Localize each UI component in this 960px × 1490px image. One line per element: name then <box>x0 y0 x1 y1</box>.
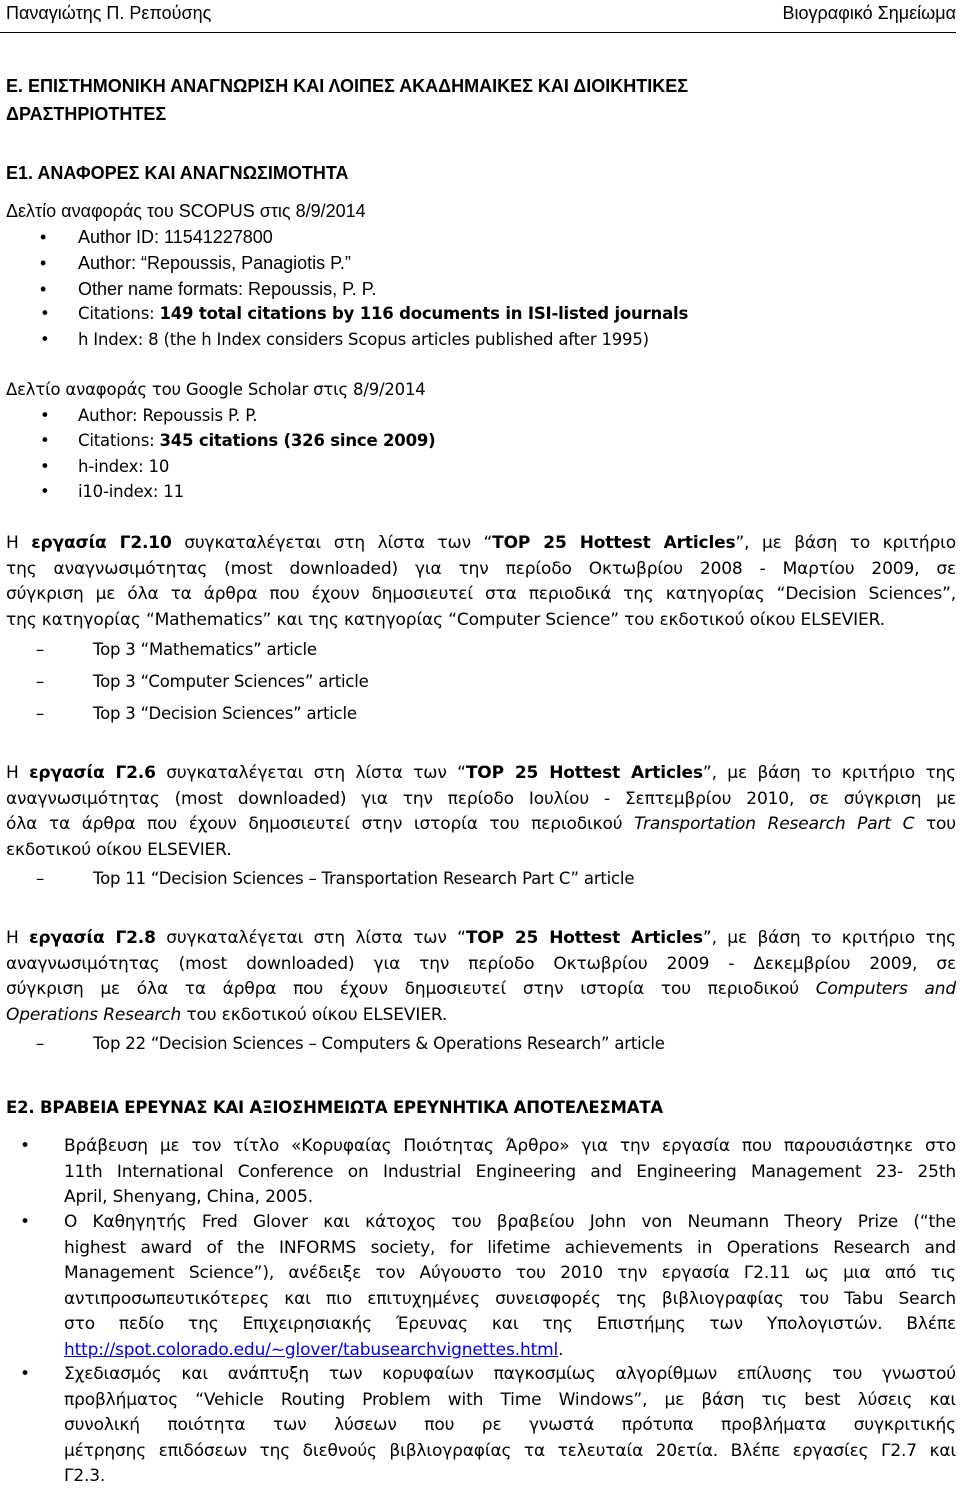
header-doc-type: Βιογραφικό Σημείωμα <box>782 3 956 23</box>
paragraph-line: της κατηγορίας “Mathematics” και της κατηγορίας “Computer Science” του εκδοτικού οίκου ELSEVIER. <box>6 609 885 630</box>
paragraph-line: Σχεδιασμός και ανάπτυξη των κορυφαίων παγκοσμίως αλγορίθμων επίλυσης του γνωστού <box>64 1364 956 1384</box>
list-item <box>40 279 377 300</box>
dash-icon: – <box>36 672 45 691</box>
paragraph-line <box>6 531 956 557</box>
journal-name: Operations Research <box>6 1004 182 1025</box>
text-run: Η <box>6 928 30 948</box>
paper-ref: εργασία Γ2.8 <box>29 928 156 948</box>
scopus-citations-value: 149 total citations by 116 documents in ISI-listed journals <box>159 304 689 323</box>
list-item <box>40 457 170 476</box>
paragraph-line: αντιπροσωπευτικότερες και πιο επιτυχημένες συνεισφορές της βιβλιογραφίας του Tabu Search <box>64 1288 956 1309</box>
ranking-item: Top 22 “Decision Sciences – Computers & Operations Research” article <box>93 1034 665 1053</box>
paragraph-line: προβλήματος “Vehicle Routing Problem with Time Windows”, με βάση τις best λύσεις και <box>64 1389 956 1410</box>
scopus-name-formats: Other name formats: Repoussis, P. P. <box>78 279 377 299</box>
bullet-icon: • <box>40 279 47 299</box>
text-run: όλα τα άρθρα που έχουν δημοσιευτεί στην ιστορία του περιοδικού <box>6 814 635 834</box>
hottest-articles-label: TOP 25 Hottest Articles <box>465 928 703 948</box>
dash-icon: – <box>36 704 45 723</box>
paragraph-line <box>6 977 956 1003</box>
bullet-icon: • <box>40 431 50 450</box>
text-run: . <box>558 1339 564 1360</box>
paragraph-line: μέτρησης επιδόσεων της διεθνούς βιβλιογραφίας τα τελευταία 20ετία. Βλέπε εργασίες Γ2.7 και <box>64 1440 956 1461</box>
text-run: σύγκριση με όλα τα άρθρα που έχουν δημοσιευτεί στην ιστορία του περιοδικού <box>6 979 816 999</box>
dash-icon: – <box>36 1034 45 1053</box>
bullet-icon: • <box>40 457 50 476</box>
text-run: ”, με βάση το κριτήριο της <box>702 928 957 948</box>
list-item <box>40 406 258 425</box>
paragraph-line <box>6 1003 956 1029</box>
text-run: συγκαταλέγεται στη λίστα των “ <box>155 928 466 948</box>
scholar-citations-prefix: Citations: <box>78 431 160 450</box>
scopus-author: Author: “Repoussis, Panagiotis P.” <box>78 253 351 273</box>
scholar-author: Author: Repoussis P. P. <box>78 406 258 425</box>
ranking-item: Top 3 “Mathematics” article <box>93 640 317 659</box>
paragraph-line: συνολική ποιότητα των λύσεων που ρε γνωστά πρότυπα προβλήματα συγκριτικής <box>64 1415 956 1435</box>
text-run: συγκαταλέγεται στη λίστα των “ <box>171 533 493 553</box>
journal-name: Computers and <box>815 979 956 999</box>
list-item <box>40 482 184 501</box>
award-item <box>20 1362 956 1490</box>
header-author: Παναγιώτης Π. Ρεπούσης <box>6 3 212 23</box>
ranking-item: Top 3 “Computer Sciences” article <box>93 672 369 691</box>
list-item <box>40 304 689 323</box>
paragraph-line: της αναγνωσιμότητας (most downloaded) για την περίοδο Οκτωβρίου 2008 - Μαρτίου 2009, σε <box>6 558 956 579</box>
bullet-icon: • <box>40 330 50 349</box>
text-run: ”, με βάση το κριτήριο της <box>702 763 957 783</box>
scopus-hindex: h Index: 8 (the h Index considers Scopus articles published after 1995) <box>78 330 649 349</box>
dash-icon: – <box>36 640 45 659</box>
dash-icon: – <box>36 869 45 888</box>
journal-name: Transportation Research Part C <box>634 814 915 834</box>
paragraph-line: αναγνωσιμότητας (most downloaded) για την περίοδο Οκτωβρίου 2009 - Δεκεμβρίου 2009, σε <box>6 953 956 974</box>
paragraph-line <box>6 926 956 952</box>
text-run: του <box>914 814 956 834</box>
scholar-hindex: h-index: 10 <box>78 457 170 476</box>
ranking-item: Top 11 “Decision Sciences – Transportation Research Part C” article <box>93 869 635 888</box>
paragraph-line: April, Shenyang, China, 2005. <box>64 1187 313 1207</box>
award-item <box>20 1210 956 1363</box>
paragraph-g2-6 <box>6 761 956 863</box>
ranking-item: Top 3 “Decision Sciences” article <box>93 704 357 723</box>
bullet-icon: • <box>40 406 50 425</box>
text-run: ”, με βάση το κριτήριο <box>735 533 956 553</box>
header-divider <box>0 32 956 33</box>
paragraph-line: Management Science”), ανέδειξε τον Αύγουστο του 2010 την εργασία Γ2.11 ως μια από τις <box>64 1263 956 1283</box>
list-item <box>40 227 273 248</box>
bullet-icon: • <box>40 253 47 273</box>
paragraph-line: Βράβευση με τον τίτλο «Κορυφαίας Ποιότητας Άρθρο» για την εργασία που παρουσιάστηκε στο <box>64 1136 956 1156</box>
section-e-title-line2: ΔΡΑΣΤΗΡΙΟΤΗΤΕΣ <box>6 104 167 124</box>
paragraph-g2-10 <box>6 531 956 633</box>
scopus-author-id: Author ID: 11541227800 <box>78 227 273 247</box>
scholar-i10index: i10-index: 11 <box>78 482 184 501</box>
text-run: Η <box>6 763 30 783</box>
paragraph-line <box>6 761 956 787</box>
paper-ref: εργασία Γ2.10 <box>31 533 172 553</box>
list-item <box>40 431 436 450</box>
section-e2-title: Ε2. ΒΡΑΒΕΙΑ ΕΡΕΥΝΑΣ ΚΑΙ ΑΞΙΟΣΗΜΕΙΩΤΑ ΕΡΕΥΝΗΤΙΚΑ ΑΠΟΤΕΛΕΣΜΑΤΑ <box>6 1098 663 1117</box>
paragraph-line <box>64 1338 956 1364</box>
bullet-icon: • <box>20 1136 30 1156</box>
text-run: του εκδοτικού οίκου ELSEVIER. <box>181 1004 448 1025</box>
bullet-icon: • <box>20 1364 30 1384</box>
paragraph-line <box>6 812 956 838</box>
paragraph-g2-8 <box>6 926 956 1028</box>
hottest-articles-label: TOP 25 Hottest Articles <box>492 533 736 553</box>
bullet-icon: • <box>40 482 50 501</box>
scopus-heading: Δελτίο αναφοράς του SCOPUS στις 8/9/2014 <box>6 201 366 221</box>
section-e1-title: Ε1. ΑΝΑΦΟΡΕΣ ΚΑΙ ΑΝΑΓΝΩΣΙΜΟΤΗΤΑ <box>6 163 349 183</box>
paragraph-line: αναγνωσιμότητας (most downloaded) για την περίοδο Ιουλίου - Σεπτεμβρίου 2010, σε σύγκριση με <box>6 788 956 809</box>
paragraph-line: σύγκριση με όλα τα άρθρα που έχουν δημοσιευτεί στα περιοδικά της κατηγορίας “Decision Sciences”, <box>6 584 956 604</box>
paragraph-line: Γ2.3. <box>64 1466 106 1486</box>
paragraph-line: εκδοτικού οίκου ELSEVIER. <box>6 839 232 860</box>
scopus-citations-prefix: Citations: <box>78 304 160 323</box>
award-item <box>20 1134 956 1211</box>
paragraph-line: στο πεδίο της Επιχειρησιακής Έρευνας και της Επιστήμης των Υπολογιστών. Βλέπε <box>64 1314 956 1334</box>
bullet-icon: • <box>40 304 50 323</box>
list-item <box>40 330 649 349</box>
text-run: συγκαταλέγεται στη λίστα των “ <box>155 763 466 783</box>
scholar-heading: Δελτίο αναφοράς του Google Scholar στις 8/9/2014 <box>6 380 426 399</box>
paragraph-line: highest award of the INFORMS society, for lifetime achievements in Operations Research and <box>64 1237 956 1258</box>
paragraph-line: 11th International Conference on Industrial Engineering and Engineering Management 23- 25th <box>64 1161 956 1182</box>
tabu-search-vignettes-link[interactable]: http://spot.colorado.edu/~glover/tabusearchvignettes.html <box>64 1339 559 1360</box>
section-e-title-line1: Ε. ΕΠΙΣΤΗΜΟΝΙΚΗ ΑΝΑΓΝΩΡΙΣΗ ΚΑΙ ΛΟΙΠΕΣ ΑΚΑΔΗΜΑΙΚΕΣ ΚΑΙ ΔΙΟΙΚΗΤΙΚΕΣ <box>6 76 688 96</box>
bullet-icon: • <box>40 227 47 247</box>
text-run: Η <box>6 533 32 553</box>
paper-ref: εργασία Γ2.6 <box>29 763 156 783</box>
bullet-icon: • <box>20 1212 30 1232</box>
scholar-citations-value: 345 citations (326 since 2009) <box>159 431 436 450</box>
hottest-articles-label: TOP 25 Hottest Articles <box>465 763 703 783</box>
paragraph-line: Ο Καθηγητής Fred Glover και κάτοχος του βραβείου John von Neumann Theory Prize (“the <box>64 1212 956 1232</box>
list-item <box>40 253 351 274</box>
